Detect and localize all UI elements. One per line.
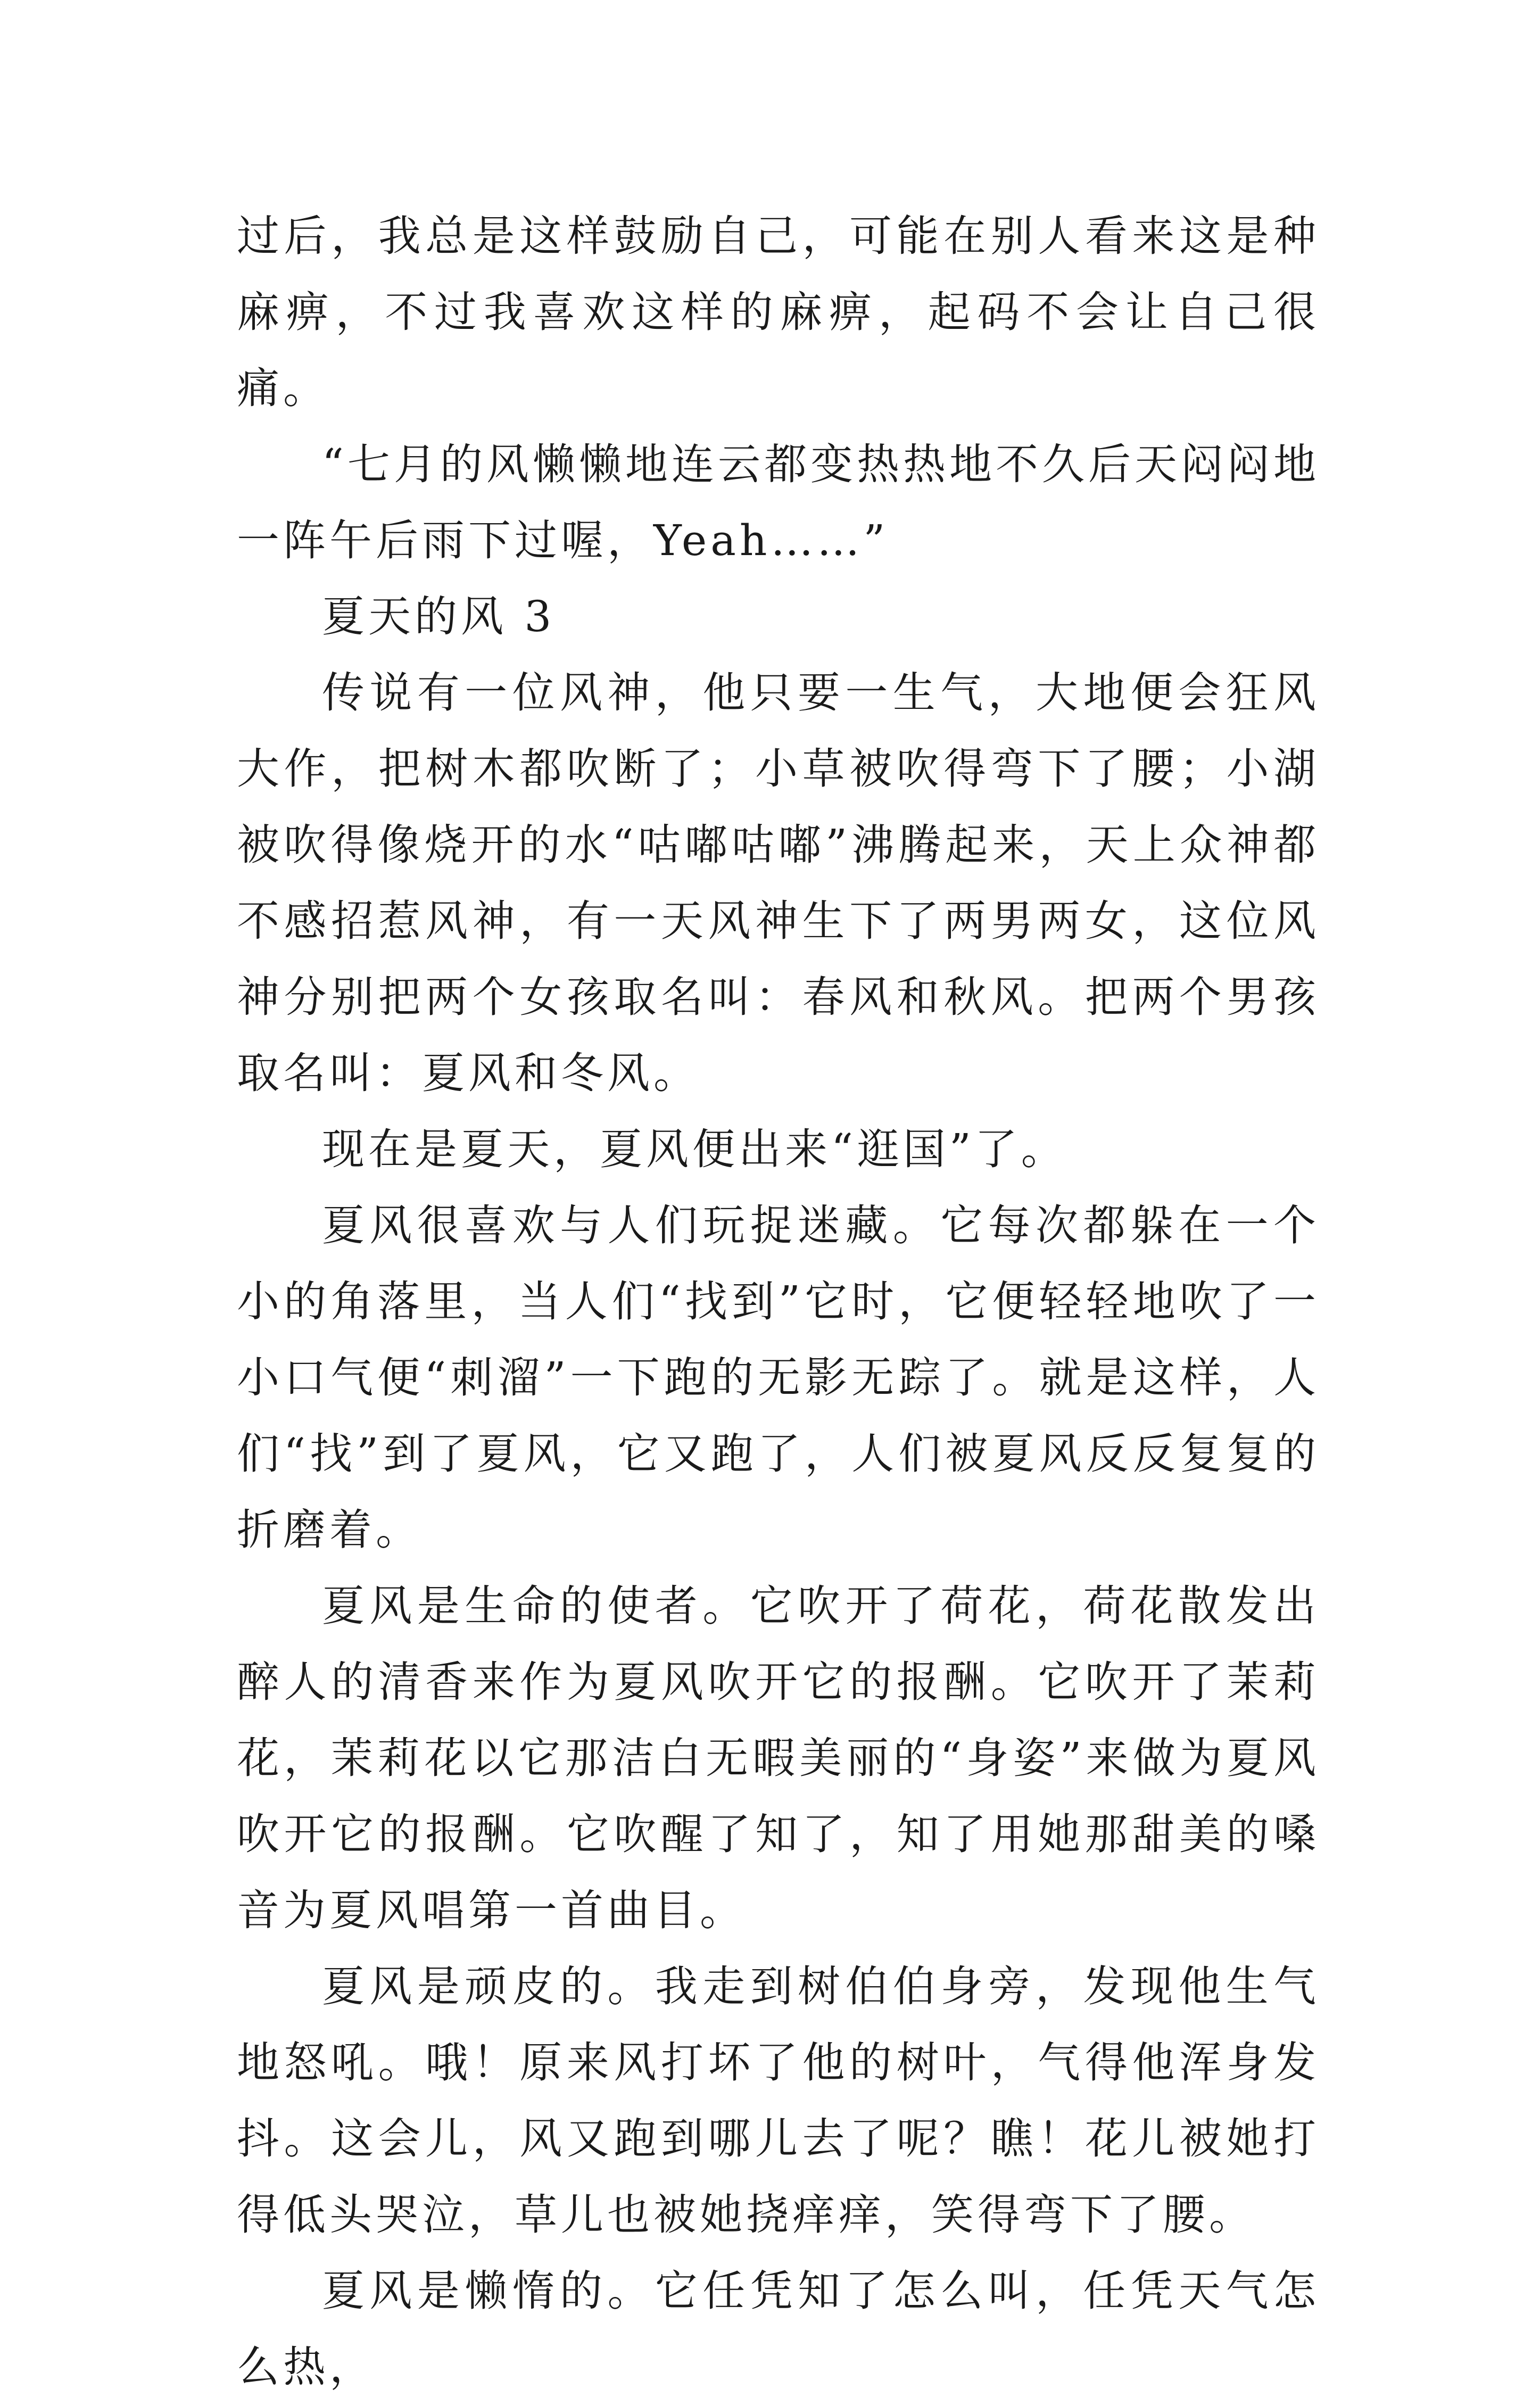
paragraph: 现在是夏天，夏风便出来“逛国”了。 (322, 1125, 1067, 1174)
paragraph: 传说有一位风神，他只要一生气，大地便会狂风大作，把树木都吹断了；小草被吹得弯下了腰；小湖被吹得像烧开的水“咕嘟咕嘟”沸腾起来，天上众神都不感招惹风神，有一天风神生下了两男两女，这位风神分别把两个女孩取名叫：春风和秋风。把两个男孩取名叫：夏风和冬风。 (237, 668, 1320, 1098)
section-heading: 夏天的风 3 (322, 592, 556, 641)
document-body (237, 198, 1320, 2405)
paragraph: 夏风是生命的使者。它吹开了荷花，荷花散发出醉人的清香来作为夏风吹开它的报酬。它吹开了茉莉花，茉莉花以它那洁白无暇美丽的“身姿”来做为夏风吹开它的报酬。它吹醒了知了，知了用她那甜美的嗓音为夏风唱第一首曲目。 (237, 1581, 1320, 1935)
paragraph: “七月的风懒懒地连云都变热热地不久后天闷闷地一阵午后雨下过喔，Yeah……” (237, 440, 1320, 565)
paragraph: 夏风很喜欢与人们玩捉迷藏。它每次都躲在一个小的角落里，当人们“找到”它时，它便轻轻地吹了一小口气便“刺溜”一下跑的无影无踪了。就是这样，人们“找”到了夏风，它又跑了，人们被夏风反反复复的折磨着。 (237, 1201, 1320, 1555)
paragraph: 过后，我总是这样鼓励自己，可能在别人看来这是种麻痹，不过我喜欢这样的麻痹，起码不会让自己很痛。 (237, 211, 1320, 413)
paragraph: 夏风是顽皮的。我走到树伯伯身旁，发现他生气地怒吼。哦！原来风打坏了他的树叶，气得他浑身发抖。这会儿，风又跑到哪儿去了呢？瞧！花儿被她打得低头哭泣，草儿也被她挠痒痒，笑得弯下了腰。 (237, 1962, 1320, 2239)
paragraph: 夏风是懒惰的。它任凭知了怎么叫，任凭天气怎么热， (237, 2266, 1320, 2392)
